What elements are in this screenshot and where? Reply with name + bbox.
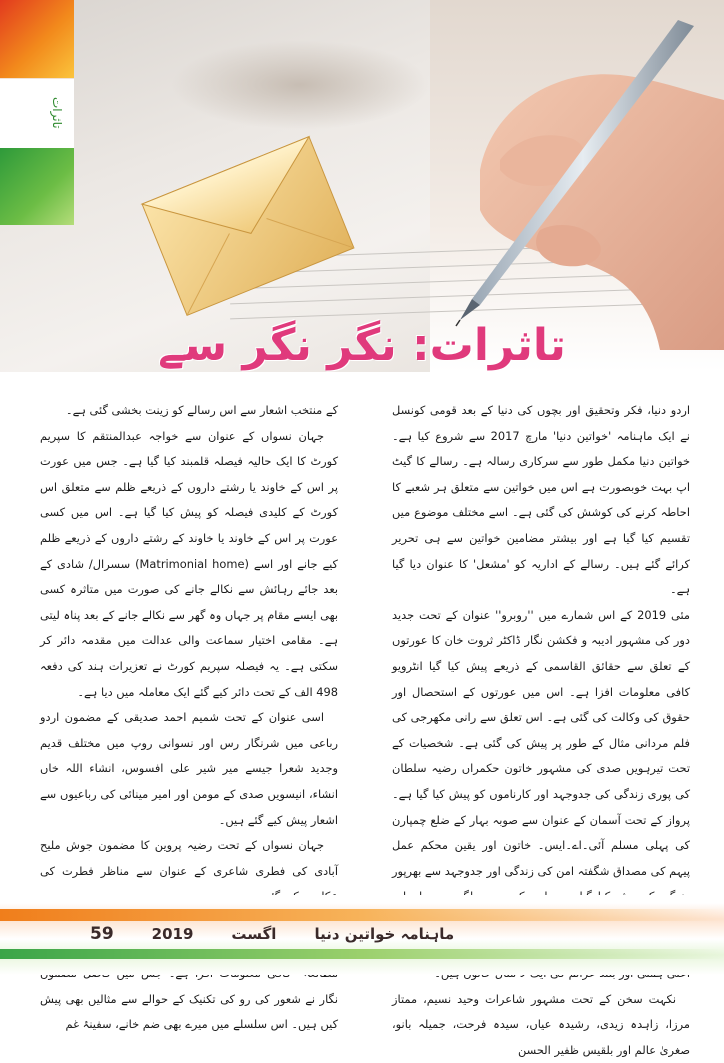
section-label: تاثرات [50,97,64,129]
tab-orange-band [0,0,74,78]
background-blur [170,40,430,130]
tab-green-band [0,148,74,225]
issue-month: اگست [231,925,277,943]
paragraph: اسی عنوان کے تحت شمیم احمد صدیقی کے مضمون اردو رباعی میں شرنگار رس اور نسوانی روپ میں مختلف قدیم وجدید شعرا جیسے میر شیر علی افسوس، انشاء اللہ خاں انشاء، انیسویں صدی کے مومن اور امیر مینائی کی رباعیوں سے اشعار پیش کیے گئے ہیں۔ [40,710,338,827]
paragraph: مئی 2019 کے اس شمارے میں ''روبرو'' عنوان کے تحت جدید دور کی مشہور ادیبہ و فکشن نگار ڈاکٹر ثروت خان کا عورتوں کے تعلق سے حقائق القاسمی کے ذریعے پیش کیا گیا انٹرویو کافی معلومات افزا ہے۔ اس میں عورتوں کے استحصال اور حقوق کی وکالت کی گئی ہے۔ اس تعلق سے رانی مکھرجی کی فلم مردانی مثال کے طور پر پیش کی گئی ہے۔ شخصیات کے تحت تیرہویں صدی کی مشہور خاتون حکمراں رضیہ سلطان کی پوری زندگی کی جدوجہد اور کارناموں کو پیش کیا گیا ہے۔ پرواز کے تحت آسمان کے عنوان سے صوبہ بہار کے ضلع چمپارن کی پہلی مسلم آئی۔اے۔ایس۔ خاتون اور یقین محکم عمل پیہم کی مصداق شگفتہ امن کی زندگی اور جدوجہد سے بھرپور [392,607,690,878]
magazine-name: ماہنامہ خواتین دنیا [314,925,455,943]
header-photo [0,0,724,372]
paragraph: اردو دنیا، فکر وتحقیق اور بچوں کی دنیا کے بعد قومی کونسل نے ایک ماہنامہ 'خواتین دنیا' مارچ 2017 سے شروع کیا ہے۔ خواتین دنیا مکمل طور سے سرکاری رسالہ ہے۔ رسالے کا گیٹ اپ بہت خوبصورت ہے اس میں خواتین سے متعلق ہر شعبے کا احاطہ کرنے کی کوشش کی گئی ہے۔ اسے مختلف موضوع میں تقسیم کیا گیا ہے اور بیشتر مضامین خواتین سے ہی تحریر کرائے گئے ہیں۔ رسالے کے اداریہ کو 'مشعل' کا عنوان دیا گیا ہے۔ [392,403,690,597]
section-tab [0,0,74,225]
article-title: تاثرات: نگر نگر سے [158,320,566,371]
paragraph: جہان نسواں کے عنوان سے خواجہ عبدالمنتقم کا سپریم کورٹ کا ایک حالیہ فیصلہ قلمبند کیا گیا ہے۔ جس میں عورت پر اس کے خاوند یا رشتے داروں کے ذریعے ظلم سے متعلق اس کورٹ کے کلیدی فیصلہ کو پیش کیا گیا ہے۔ اس میں کسی عورت پر اس کے خاوند یا خاوند کے رشتے داروں کے ذریعے ظلم کیے جانے اور اسے (Matrimonial home) سسرال/ شادی کے بعد جائے رہائش سے نکالے جانے کی صورت میں متاثرہ کسی بھی ایسے مقام پر جہاں وہ گھر سے نکالے جانے کے بعد پناہ لیتی ہے۔ مقامی اختیار سماعت والی عدالت میں مقدمہ دائر کر سکتی ہے۔ یہ فیصلہ سپریم کورٹ نے تعزیرات ہند کی دفعہ 498 الف کے تحت دائر کیے گئے ایک معاملہ میں دیا ہے۔ [40,428,338,699]
paragraph: نگار نے شعور کی رو کی تکنیک کے حوالے سے مثالیں بھی پیش کیں ہیں۔ اس سلسلے میں میرے بھی ضم خانے، سفینۂ غم [40,991,338,1032]
footer-orange-stripe [0,909,724,921]
page-footer [0,895,724,975]
paragraph: نکہت سخن کے تحت مشہور شاعرات وحید نسیم، ممتاز مرزا، زاہدہ زیدی، رشیدہ عیاں، سیدہ فرحت، جمیلہ بانو، صغریٰ عالم اور بلقیس ظفیر الحسن [392,991,690,1057]
footer-green-stripe [0,949,724,959]
paragraph: کے منتخب اشعار سے اس رسالے کو زینت بخشی گئی ہے۔ [65,403,338,417]
footer-info [90,921,690,947]
article-column-right [392,398,690,1057]
page-number: 59 [90,924,114,944]
issue-year: 2019 [151,925,194,943]
paragraph: جہان نسواں کے تحت رضیہ پروین کا مضمون جوش ملیح آبادی کی فطری شاعری کے عنوان سے مناظر فطرت کی [40,838,338,878]
hand-with-pen-illustration [420,20,724,350]
envelope-illustration [148,126,348,321]
